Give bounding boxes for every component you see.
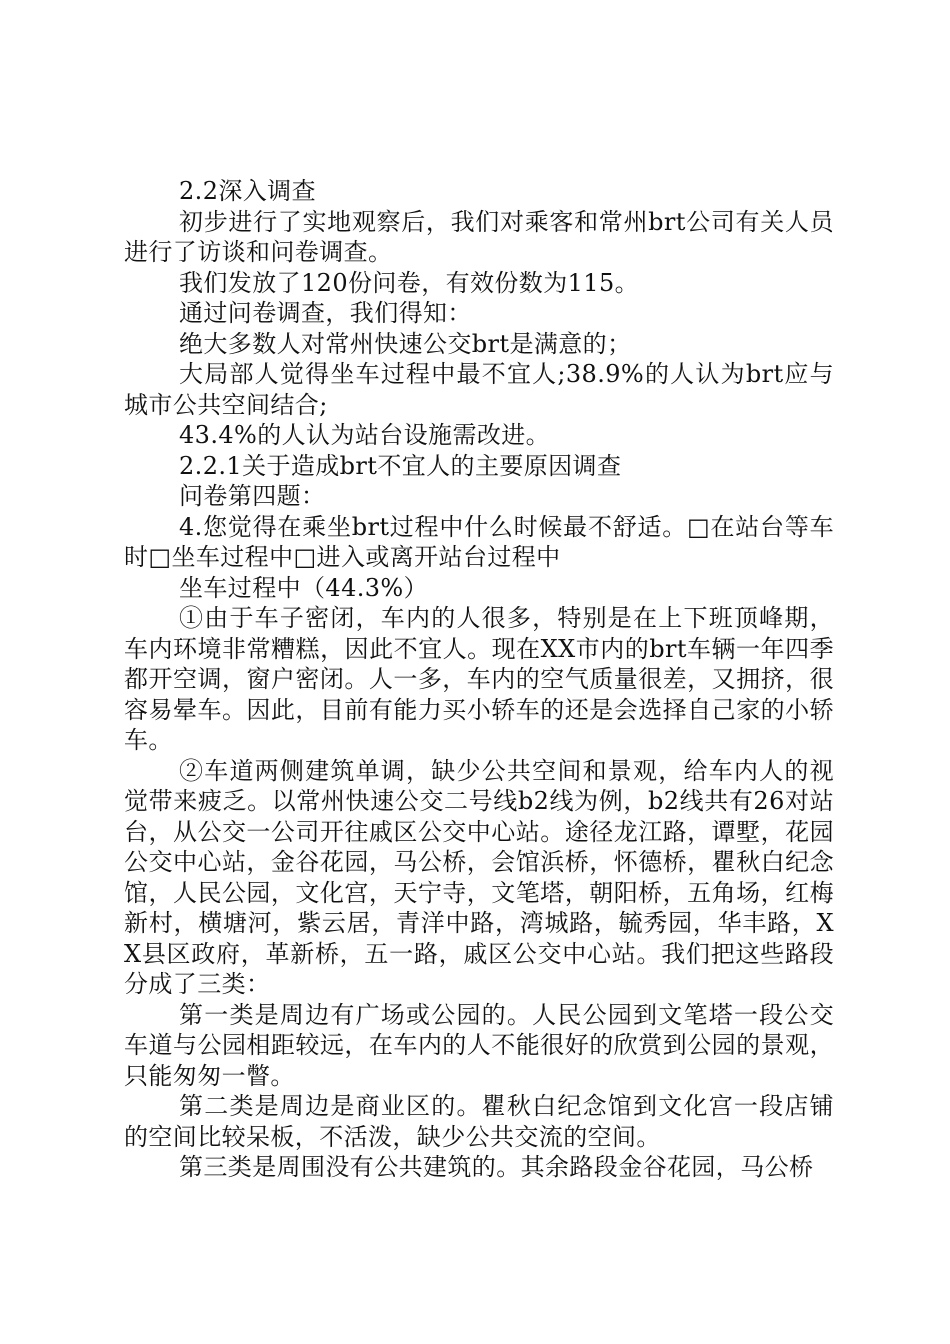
section-heading-2-2: 2.2深入调查	[179, 177, 316, 205]
paragraph: 绝大多数人对常州快速公交brt是满意的；	[179, 329, 632, 358]
paragraph: 问卷第四题：	[179, 482, 326, 510]
document-body	[124, 176, 834, 1183]
paragraph: 大局部人觉得坐车过程中最不宜人;38.9%的人认为brt应与城市公共空间结合;	[124, 360, 834, 419]
section-heading-2-2-1: 2.2.1关于造成brt不宜人的主要原因调查	[179, 451, 622, 480]
paragraph: ①由于车子密闭，车内的人很多，特别是在上下班顶峰期，车内环境非常糟糕，因此不宜人。现在XX市内的brt车辆一年四季都开空调，窗户密闭。人一多，车内的空气质量很差，又拥挤，很容易晕车。因此，目前有能力买小轿车的还是会选择自己家的小轿车。	[124, 604, 834, 754]
paragraph: 第二类是周边是商业区的。瞿秋白纪念馆到文化宫一段店铺的空间比较呆板，不活泼，缺少公共交流的空间。	[124, 1092, 834, 1151]
survey-question: 4.您觉得在乘坐brt过程中什么时候最不舒适。□在站台等车时□坐车过程中□进入或离开站台过程中	[124, 512, 834, 571]
paragraph: 初步进行了实地观察后，我们对乘客和常州brt公司有关人员进行了访谈和问卷调查。	[124, 207, 834, 266]
paragraph: 43.4%的人认为站台设施需改进。	[179, 421, 551, 449]
paragraph: 我们发放了120份问卷，有效份数为115。	[179, 268, 640, 297]
paragraph: 第三类是周围没有公共建筑的。其余路段金谷花园，马公桥	[179, 1153, 814, 1181]
paragraph: 坐车过程中（44.3%）	[179, 573, 429, 602]
paragraph: 通过问卷调查，我们得知：	[179, 299, 472, 327]
paragraph: ②车道两侧建筑单调，缺少公共空间和景观，给车内人的视觉带来疲乏。以常州快速公交二号线b2线为例，b2线共有26对站台，从公交一公司开往戚区公交中心站。途径龙江路，谭墅，花园公交中心站，金谷花园，马公桥，会馆浜桥，怀德桥，瞿秋白纪念馆，人民公园，文化宫，天宁寺，文笔塔，朝阳桥，五角场，红梅新村，横塘河，紫云居，青洋中路，湾城路，毓秀园，华丰路，XX县区政府，革新桥，五一路，戚区公交中心站。我们把这些路段分成了三类：	[124, 756, 834, 998]
paragraph: 第一类是周边有广场或公园的。人民公园到文笔塔一段公交车道与公园相距较远，在车内的人不能很好的欣赏到公园的景观，只能匆匆一瞥。	[124, 1000, 834, 1090]
